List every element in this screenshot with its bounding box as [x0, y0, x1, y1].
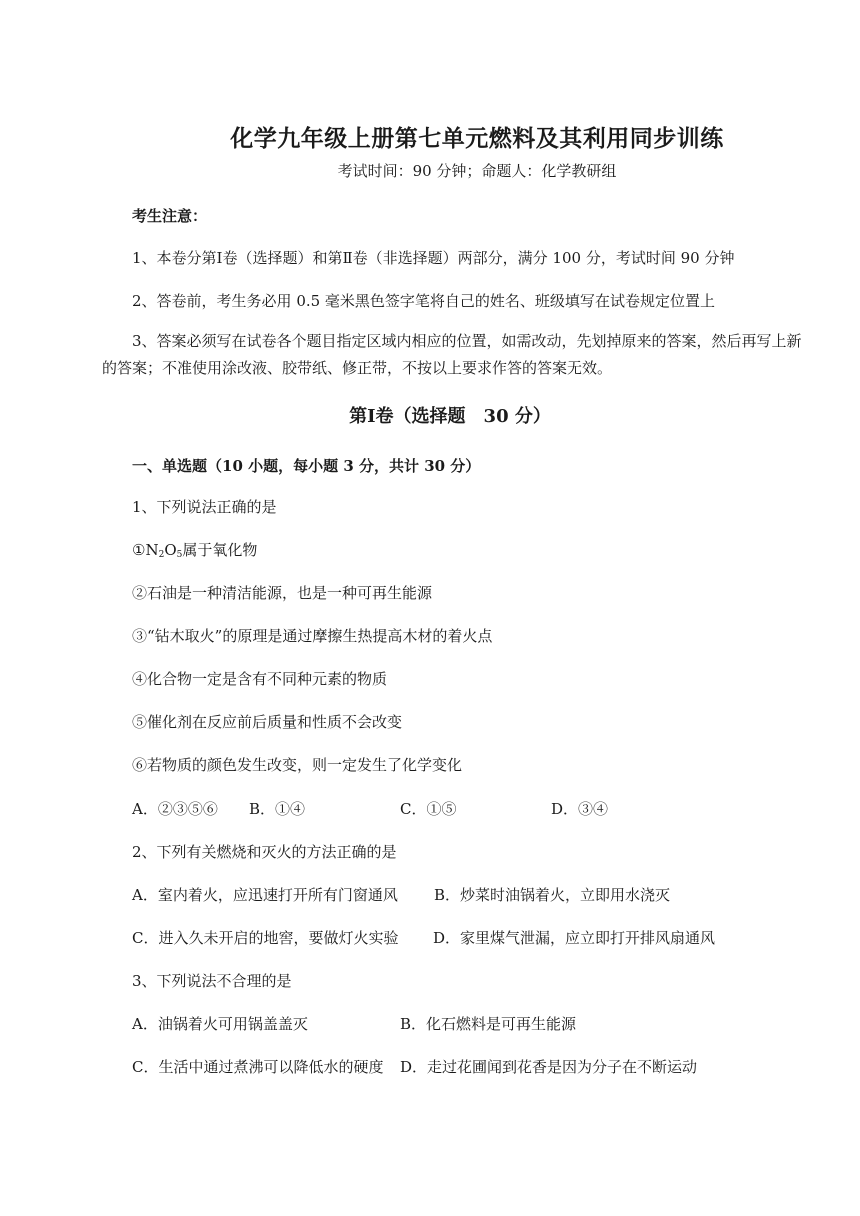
question-1-statement-2: ②石油是一种清洁能源，也是一种可再生能源	[132, 584, 433, 602]
page-title: 化学九年级上册第七单元燃料及其利用同步训练	[230, 125, 724, 152]
question-3-option-d: D．走过花圃闻到花香是因为分子在不断运动	[400, 1058, 698, 1076]
notice-item-3: 3、答案必须写在试卷各个题目指定区域内相应的位置，如需改动，先划掉原来的答案，然后再写上新的答案；不准使用涂改液、胶带纸、修正带，不按以上要求作答的答案无效。	[102, 332, 802, 377]
section-title: 第Ⅰ卷（选择题 30 分）	[349, 406, 551, 427]
notice-item-1: 1、本卷分第Ⅰ卷（选择题）和第Ⅱ卷（非选择题）两部分，满分 100 分，考试时间 90 分钟	[132, 249, 735, 267]
question-1-option-c: C．①⑤	[400, 800, 457, 818]
question-1-statement-3: ③“钻木取火”的原理是通过摩擦生热提高木材的着火点	[132, 627, 493, 645]
question-2-stem: 2、下列有关燃烧和灭火的方法正确的是	[132, 843, 397, 861]
question-3-option-b: B．化石燃料是可再生能源	[400, 1015, 577, 1033]
question-1-statement-4: ④化合物一定是含有不同种元素的物质	[132, 670, 388, 688]
question-1-statement-6: ⑥若物质的颜色发生改变，则一定发生了化学变化	[132, 756, 463, 774]
question-1-option-b: B．①④	[249, 800, 306, 818]
part-heading: 一、单选题（10 小题，每小题 3 分，共计 30 分）	[132, 457, 481, 475]
question-3-option-c: C．生活中通过煮沸可以降低水的硬度	[132, 1058, 384, 1076]
question-2-option-c: C．进入久未开启的地窖，要做灯火实验	[132, 929, 399, 947]
question-2-option-a: A．室内着火，应迅速打开所有门窗通风	[132, 886, 398, 904]
question-1-option-a: A．②③⑤⑥	[132, 800, 218, 818]
question-3-stem: 3、下列说法不合理的是	[132, 972, 292, 990]
question-1-stem: 1、下列说法正确的是	[132, 498, 277, 516]
question-1-statement-1: $①N_2O_5$属于氧化物	[132, 541, 258, 560]
notice-heading: 考生注意：	[132, 207, 208, 225]
question-2-option-d: D．家里煤气泄漏，应立即打开排风扇通风	[433, 929, 716, 947]
question-1-option-d: D．③④	[551, 800, 609, 818]
question-3-option-a: A．油锅着火可用锅盖盖灭	[132, 1015, 308, 1033]
question-1-statement-5: ⑤催化剂在反应前后质量和性质不会改变	[132, 713, 403, 731]
question-2-option-b: B．炒菜时油锅着火，立即用水浇灭	[434, 886, 671, 904]
notice-item-2: 2、答卷前，考生务必用 0.5 毫米黑色签字笔将自己的姓名、班级填写在试卷规定位置上	[132, 292, 715, 310]
exam-info: 考试时间：90 分钟；命题人：化学教研组	[337, 162, 617, 180]
